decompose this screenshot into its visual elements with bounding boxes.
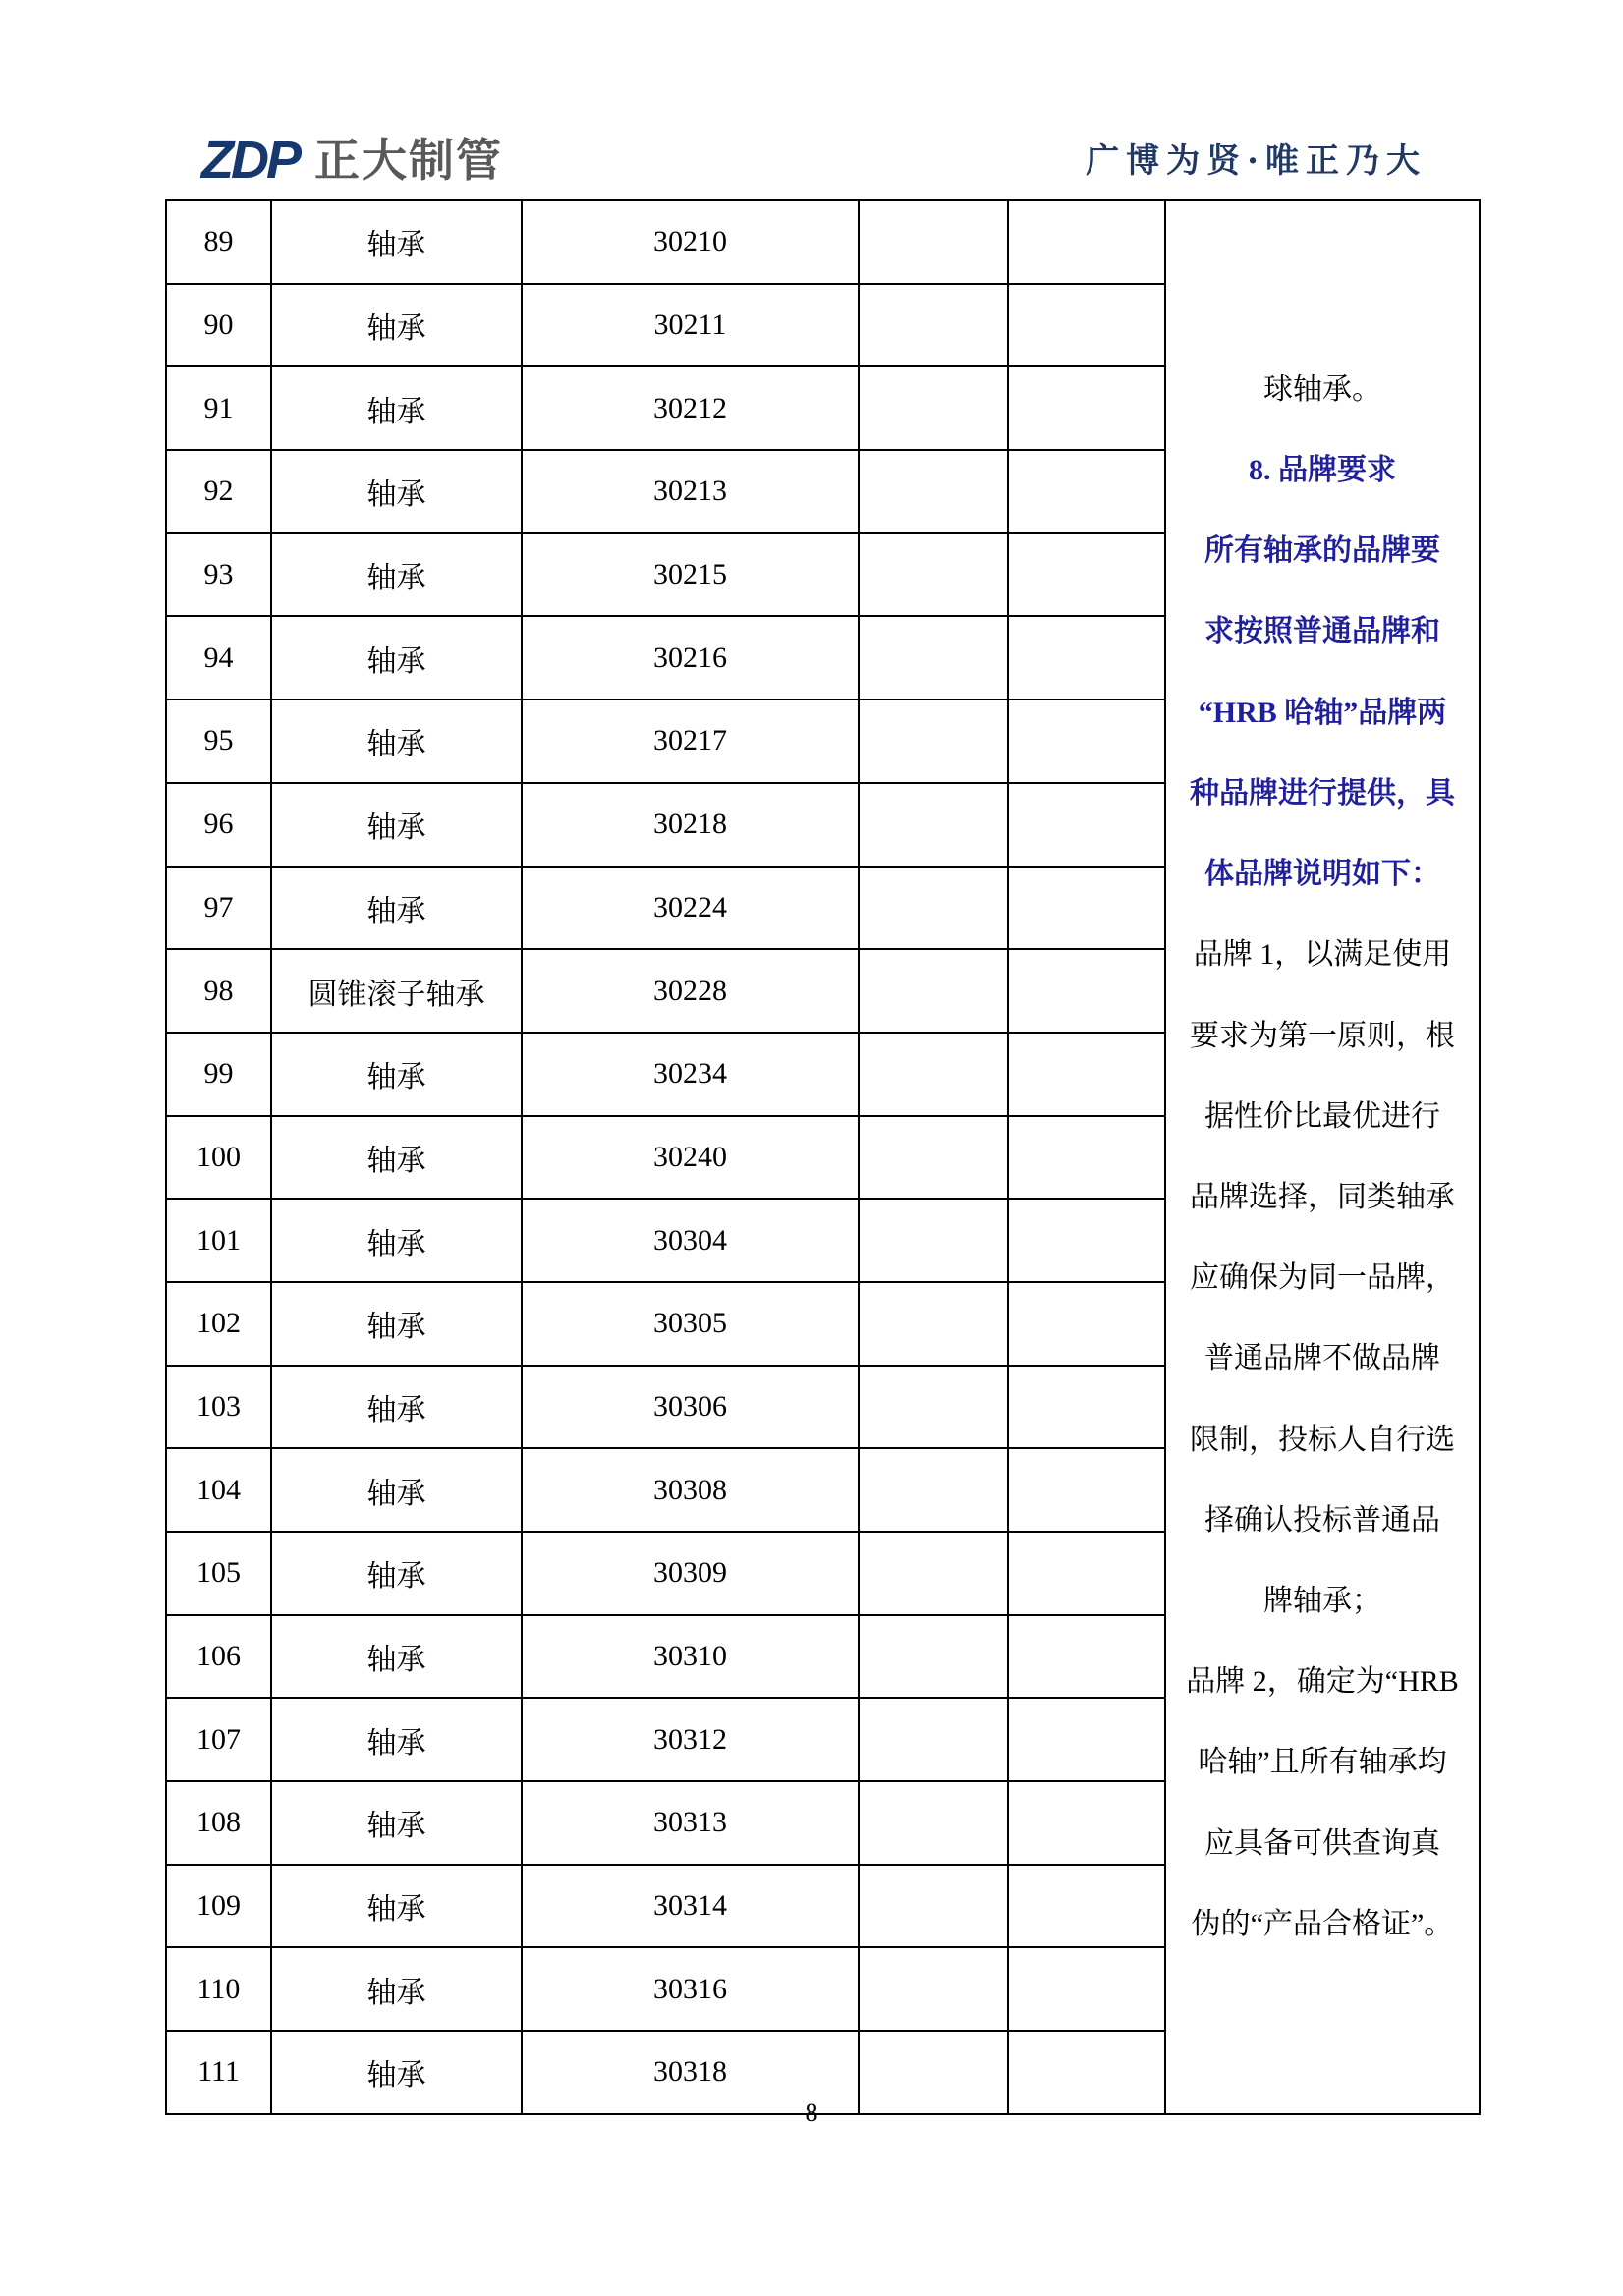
item-name-cell: 轴承: [271, 1532, 522, 1615]
row-number-cell: 105: [166, 1532, 271, 1615]
note-line: 应确保为同一品牌，: [1190, 1261, 1455, 1295]
note-line: 哈轴”且所有轴承均: [1198, 1746, 1447, 1779]
note-line: 品牌选择，同类轴承: [1190, 1180, 1455, 1213]
item-model-cell: 30211: [522, 284, 859, 367]
note-line-emphasis: “HRB 哈轴”品牌两: [1198, 696, 1447, 729]
empty-cell: [859, 1033, 1008, 1116]
empty-cell: [1008, 1116, 1165, 1200]
empty-cell: [859, 783, 1008, 867]
empty-cell: [1008, 1448, 1165, 1532]
empty-cell: [859, 284, 1008, 367]
table-row: [166, 200, 1480, 284]
item-model-cell: 30310: [522, 1615, 859, 1699]
item-model-cell: 30216: [522, 616, 859, 700]
empty-cell: [859, 1366, 1008, 1449]
item-name-cell: 轴承: [271, 1865, 522, 1948]
note-line: 普通品牌不做品牌: [1204, 1342, 1440, 1375]
item-model-cell: 30228: [522, 949, 859, 1033]
item-model-cell: 30318: [522, 2031, 859, 2114]
page-number: 8: [805, 2099, 818, 2127]
item-name-cell: 轴承: [271, 2031, 522, 2114]
empty-cell: [1008, 1366, 1165, 1449]
empty-cell: [859, 1116, 1008, 1200]
empty-cell: [1008, 1532, 1165, 1615]
row-number-cell: 111: [166, 2031, 271, 2114]
row-number-cell: 109: [166, 1865, 271, 1948]
item-name-cell: 轴承: [271, 1366, 522, 1449]
row-number-cell: 107: [166, 1698, 271, 1781]
item-model-cell: 30210: [522, 200, 859, 284]
empty-cell: [859, 533, 1008, 617]
row-number-cell: 97: [166, 867, 271, 950]
item-name-cell: 轴承: [271, 867, 522, 950]
item-model-cell: 30234: [522, 1033, 859, 1116]
item-name-cell: 轴承: [271, 366, 522, 450]
empty-cell: [859, 200, 1008, 284]
empty-cell: [859, 867, 1008, 950]
note-line-emphasis: 8. 品牌要求: [1249, 454, 1396, 487]
item-name-cell: 轴承: [271, 450, 522, 533]
item-model-cell: 30312: [522, 1698, 859, 1781]
note-line: 应具备可供查询真: [1204, 1826, 1440, 1860]
empty-cell: [1008, 1033, 1165, 1116]
bearing-spec-table: [165, 199, 1481, 2115]
empty-cell: [1008, 1947, 1165, 2031]
empty-cell: [859, 700, 1008, 783]
empty-cell: [859, 1865, 1008, 1948]
note-line: 品牌 1，以满足使用: [1193, 938, 1452, 972]
row-number-cell: 95: [166, 700, 271, 783]
empty-cell: [859, 1282, 1008, 1366]
item-model-cell: 30309: [522, 1532, 859, 1615]
empty-cell: [1008, 450, 1165, 533]
note-line: 球轴承。: [1263, 372, 1381, 406]
row-number-cell: 92: [166, 450, 271, 533]
empty-cell: [859, 1532, 1008, 1615]
row-number-cell: 102: [166, 1282, 271, 1366]
note-line: 牌轴承；: [1263, 1584, 1381, 1617]
empty-cell: [859, 949, 1008, 1033]
empty-cell: [859, 1947, 1008, 2031]
item-name-cell: 轴承: [271, 616, 522, 700]
empty-cell: [1008, 366, 1165, 450]
item-model-cell: 30215: [522, 533, 859, 617]
item-name-cell: 轴承: [271, 1282, 522, 1366]
empty-cell: [859, 616, 1008, 700]
item-name-cell: 轴承: [271, 783, 522, 867]
empty-cell: [1008, 1615, 1165, 1699]
item-name-cell: 轴承: [271, 1615, 522, 1699]
empty-cell: [1008, 1698, 1165, 1781]
empty-cell: [859, 1448, 1008, 1532]
item-model-cell: 30305: [522, 1282, 859, 1366]
row-number-cell: 106: [166, 1615, 271, 1699]
empty-cell: [859, 1615, 1008, 1699]
item-name-cell: 轴承: [271, 284, 522, 367]
item-name-cell: 轴承: [271, 200, 522, 284]
row-number-cell: 96: [166, 783, 271, 867]
empty-cell: [1008, 949, 1165, 1033]
item-model-cell: 30306: [522, 1366, 859, 1449]
row-number-cell: 91: [166, 366, 271, 450]
item-model-cell: 30217: [522, 700, 859, 783]
note-line-emphasis: 求按照普通品牌和: [1204, 615, 1440, 648]
empty-cell: [1008, 284, 1165, 367]
empty-cell: [859, 1199, 1008, 1282]
row-number-cell: 104: [166, 1448, 271, 1532]
company-slogan: 广博为贤·唯正乃大: [1086, 141, 1427, 181]
item-model-cell: 30314: [522, 1865, 859, 1948]
item-model-cell: 30308: [522, 1448, 859, 1532]
zdp-logo-mark: ZDP: [201, 131, 299, 190]
note-line-emphasis: 所有轴承的品牌要: [1204, 534, 1440, 568]
item-name-cell: 轴承: [271, 533, 522, 617]
item-model-cell: 30316: [522, 1947, 859, 2031]
row-number-cell: 103: [166, 1366, 271, 1449]
empty-cell: [1008, 1282, 1165, 1366]
row-number-cell: 110: [166, 1947, 271, 2031]
item-model-cell: 30304: [522, 1199, 859, 1282]
item-model-cell: 30213: [522, 450, 859, 533]
empty-cell: [859, 366, 1008, 450]
brand-requirements-note: [1165, 200, 1480, 2114]
empty-cell: [1008, 533, 1165, 617]
empty-cell: [1008, 1865, 1165, 1948]
item-name-cell: 轴承: [271, 1116, 522, 1200]
item-name-cell: 轴承: [271, 1033, 522, 1116]
item-name-cell: 轴承: [271, 1947, 522, 2031]
note-line: 择确认投标普通品: [1204, 1503, 1440, 1537]
empty-cell: [859, 1781, 1008, 1865]
item-name-cell: 轴承: [271, 1199, 522, 1282]
item-name-cell: 轴承: [271, 1448, 522, 1532]
company-logo: [201, 131, 503, 190]
empty-cell: [1008, 1781, 1165, 1865]
empty-cell: [1008, 867, 1165, 950]
row-number-cell: 99: [166, 1033, 271, 1116]
company-name: 正大制管: [314, 135, 503, 186]
item-model-cell: 30224: [522, 867, 859, 950]
item-name-cell: 轴承: [271, 1698, 522, 1781]
note-line: 限制，投标人自行选: [1190, 1423, 1455, 1456]
note-line-emphasis: 体品牌说明如下：: [1204, 858, 1440, 891]
row-number-cell: 94: [166, 616, 271, 700]
row-number-cell: 93: [166, 533, 271, 617]
item-name-cell: 轴承: [271, 1781, 522, 1865]
note-line: 据性价比最优进行: [1204, 1099, 1440, 1133]
note-line-emphasis: 种品牌进行提供，具: [1190, 776, 1455, 810]
empty-cell: [859, 450, 1008, 533]
row-number-cell: 100: [166, 1116, 271, 1200]
row-number-cell: 90: [166, 284, 271, 367]
empty-cell: [859, 1698, 1008, 1781]
item-name-cell: 轴承: [271, 700, 522, 783]
empty-cell: [1008, 783, 1165, 867]
row-number-cell: 108: [166, 1781, 271, 1865]
empty-cell: [1008, 700, 1165, 783]
item-model-cell: 30313: [522, 1781, 859, 1865]
empty-cell: [1008, 1199, 1165, 1282]
item-name-cell: 圆锥滚子轴承: [271, 949, 522, 1033]
item-model-cell: 30218: [522, 783, 859, 867]
row-number-cell: 101: [166, 1199, 271, 1282]
note-line: 伪的“产品合格证”。: [1191, 1907, 1454, 1940]
item-model-cell: 30212: [522, 366, 859, 450]
item-model-cell: 30240: [522, 1116, 859, 1200]
row-number-cell: 98: [166, 949, 271, 1033]
row-number-cell: 89: [166, 200, 271, 284]
empty-cell: [1008, 616, 1165, 700]
note-line: 要求为第一原则，根: [1190, 1019, 1455, 1052]
empty-cell: [1008, 200, 1165, 284]
note-line: 品牌 2，确定为“HRB: [1186, 1665, 1459, 1699]
